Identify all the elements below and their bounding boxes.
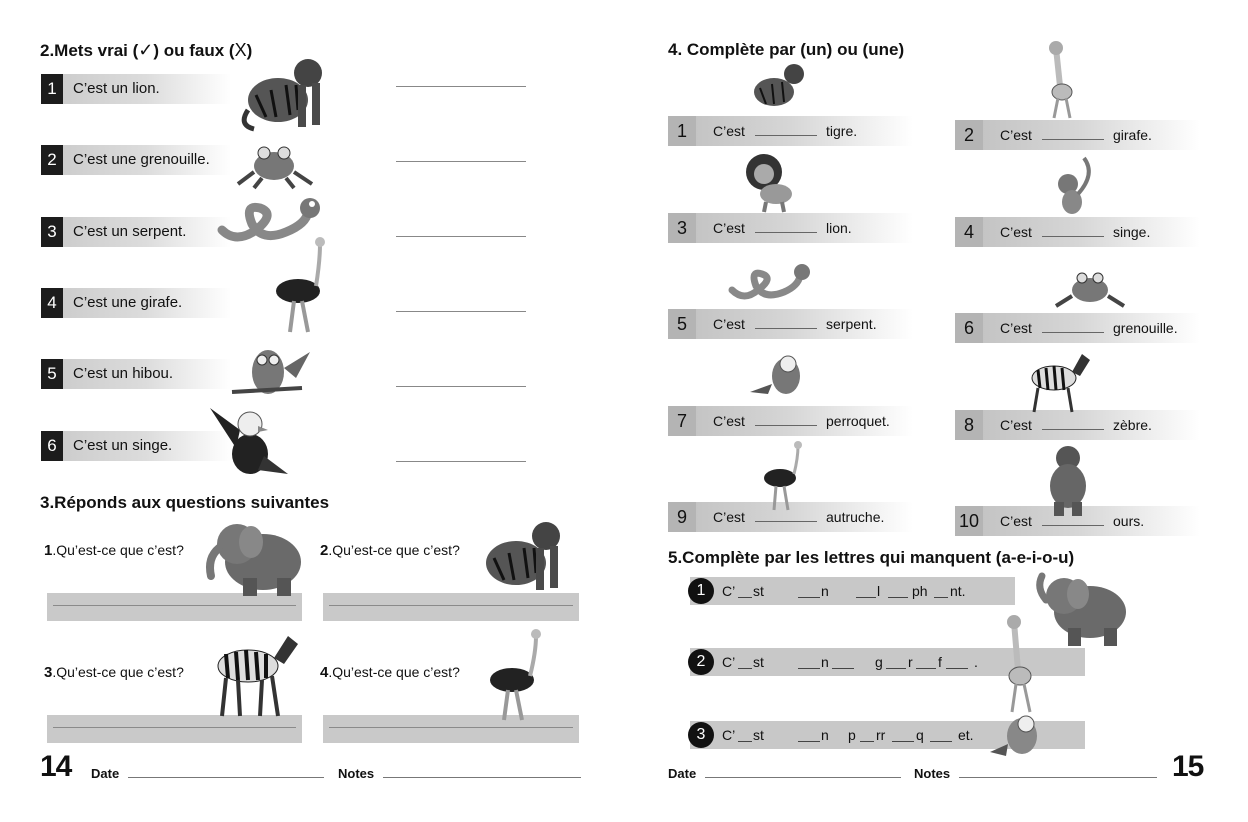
blank-line[interactable] bbox=[1042, 139, 1104, 140]
snake-icon bbox=[728, 262, 812, 304]
blank-line[interactable] bbox=[755, 521, 817, 522]
notes-label: Notes bbox=[914, 766, 951, 781]
question-3: 3.Qu’est-ce que c’est? bbox=[44, 664, 184, 681]
missing-letters-row-2: 2 C’ st n g r f . bbox=[690, 648, 1085, 676]
blank-line[interactable] bbox=[755, 135, 817, 136]
blank-line[interactable] bbox=[946, 668, 968, 669]
blank-line[interactable] bbox=[1042, 429, 1104, 430]
giraffe-icon bbox=[1038, 40, 1078, 120]
blank-line[interactable] bbox=[856, 597, 876, 598]
ostrich-icon bbox=[486, 628, 548, 724]
fill-item: 8 C’est zèbre. bbox=[955, 410, 1200, 440]
blank-line[interactable] bbox=[1042, 236, 1104, 237]
blank-line[interactable] bbox=[832, 668, 854, 669]
monkey-icon bbox=[1048, 154, 1096, 220]
blank-line[interactable] bbox=[738, 668, 752, 669]
section3-title: 3.Réponds aux questions suivantes bbox=[40, 493, 330, 512]
blank-line[interactable] bbox=[916, 668, 936, 669]
question-4: 4.Qu’est-ce que c’est? bbox=[320, 664, 460, 681]
question-2: 2.Qu’est-ce que c’est? bbox=[320, 542, 460, 559]
vrai-faux-item: 4 C’est une girafe. bbox=[41, 288, 231, 318]
blank-line[interactable] bbox=[930, 741, 952, 742]
parrot-icon bbox=[746, 354, 806, 402]
fill-item: 1 C’est tigre. bbox=[668, 116, 913, 146]
section2-title: 2.Mets vrai (✓) ou faux (X) bbox=[40, 40, 253, 60]
blank-line[interactable] bbox=[888, 597, 908, 598]
owl-icon bbox=[232, 344, 312, 402]
notes-field[interactable] bbox=[383, 777, 581, 778]
elephant-icon bbox=[203, 518, 305, 598]
zebra-icon bbox=[1024, 350, 1092, 414]
blank-line[interactable] bbox=[738, 597, 752, 598]
fill-item: 10 C’est ours. bbox=[955, 506, 1200, 536]
fill-item: 7 C’est perroquet. bbox=[668, 406, 913, 436]
elephant-icon bbox=[1032, 572, 1132, 648]
blank-line[interactable] bbox=[738, 741, 752, 742]
ostrich-icon bbox=[762, 440, 806, 512]
frog-icon bbox=[1052, 270, 1128, 312]
answer-line[interactable] bbox=[396, 311, 526, 312]
blank-line[interactable] bbox=[755, 232, 817, 233]
frog-icon bbox=[232, 144, 317, 190]
answer-line[interactable] bbox=[396, 386, 526, 387]
blank-line[interactable] bbox=[1042, 332, 1104, 333]
vrai-faux-item: 2 C’est une grenouille. bbox=[41, 145, 231, 175]
notes-label: Notes bbox=[338, 766, 375, 781]
answer-line[interactable] bbox=[396, 461, 526, 462]
fill-item: 2 C’est girafe. bbox=[955, 120, 1200, 150]
fill-item: 4 C’est singe. bbox=[955, 217, 1200, 247]
answer-line[interactable] bbox=[396, 86, 526, 87]
tiger-icon bbox=[746, 62, 808, 112]
blank-line[interactable] bbox=[860, 741, 874, 742]
blank-line[interactable] bbox=[755, 328, 817, 329]
blank-line[interactable] bbox=[892, 741, 914, 742]
answer-box-2[interactable] bbox=[323, 593, 579, 621]
vrai-faux-item: 6 C’est un singe. bbox=[41, 431, 231, 461]
cross-icon: X bbox=[234, 40, 247, 60]
section4-title: 4. Complète par (un) ou (une) bbox=[668, 40, 905, 59]
blank-line[interactable] bbox=[798, 741, 820, 742]
date-field[interactable] bbox=[705, 777, 901, 778]
vrai-faux-item: 5 C’est un hibou. bbox=[41, 359, 231, 389]
blank-line[interactable] bbox=[1042, 525, 1104, 526]
bear-icon bbox=[1046, 444, 1092, 516]
page-number: 14 bbox=[40, 750, 72, 783]
date-label: Date bbox=[91, 766, 120, 781]
fill-item: 9 C’est autruche. bbox=[668, 502, 913, 532]
section5-title: 5.Complète par les lettres qui manquent (a-e-i-o-u) bbox=[668, 548, 1075, 567]
tiger-icon bbox=[474, 518, 569, 596]
vrai-faux-item: 1 C’est un lion. bbox=[41, 74, 231, 104]
zebra-icon bbox=[208, 628, 300, 718]
fill-item: 3 C’est lion. bbox=[668, 213, 913, 243]
check-icon: ✓ bbox=[138, 40, 154, 60]
blank-line[interactable] bbox=[798, 597, 820, 598]
blank-line[interactable] bbox=[755, 425, 817, 426]
notes-field[interactable] bbox=[959, 777, 1157, 778]
date-field[interactable] bbox=[128, 777, 324, 778]
vrai-faux-item: 3 C’est un serpent. bbox=[41, 217, 231, 247]
blank-line[interactable] bbox=[798, 668, 820, 669]
fill-item: 5 C’est serpent. bbox=[668, 309, 913, 339]
missing-letters-row-1: 1 C’ st n l ph nt. bbox=[690, 577, 1015, 605]
page-number: 15 bbox=[1172, 750, 1204, 783]
tiger-icon bbox=[236, 55, 331, 133]
answer-line[interactable] bbox=[396, 236, 526, 237]
fill-item: 6 C’est grenouille. bbox=[955, 313, 1200, 343]
blank-line[interactable] bbox=[886, 668, 906, 669]
lion-icon bbox=[742, 152, 798, 212]
date-label: Date bbox=[668, 766, 697, 781]
giraffe-icon bbox=[996, 614, 1038, 714]
answer-line[interactable] bbox=[396, 161, 526, 162]
question-1: 1.Qu’est-ce que c’est? bbox=[44, 542, 184, 559]
parrot-icon bbox=[988, 712, 1044, 764]
blank-line[interactable] bbox=[934, 597, 948, 598]
missing-letters-row-3: 3 C’ st n p rr q et. bbox=[690, 721, 1085, 749]
answer-box-3[interactable] bbox=[47, 715, 302, 743]
eagle-icon bbox=[210, 408, 290, 478]
ostrich-icon bbox=[268, 236, 330, 338]
